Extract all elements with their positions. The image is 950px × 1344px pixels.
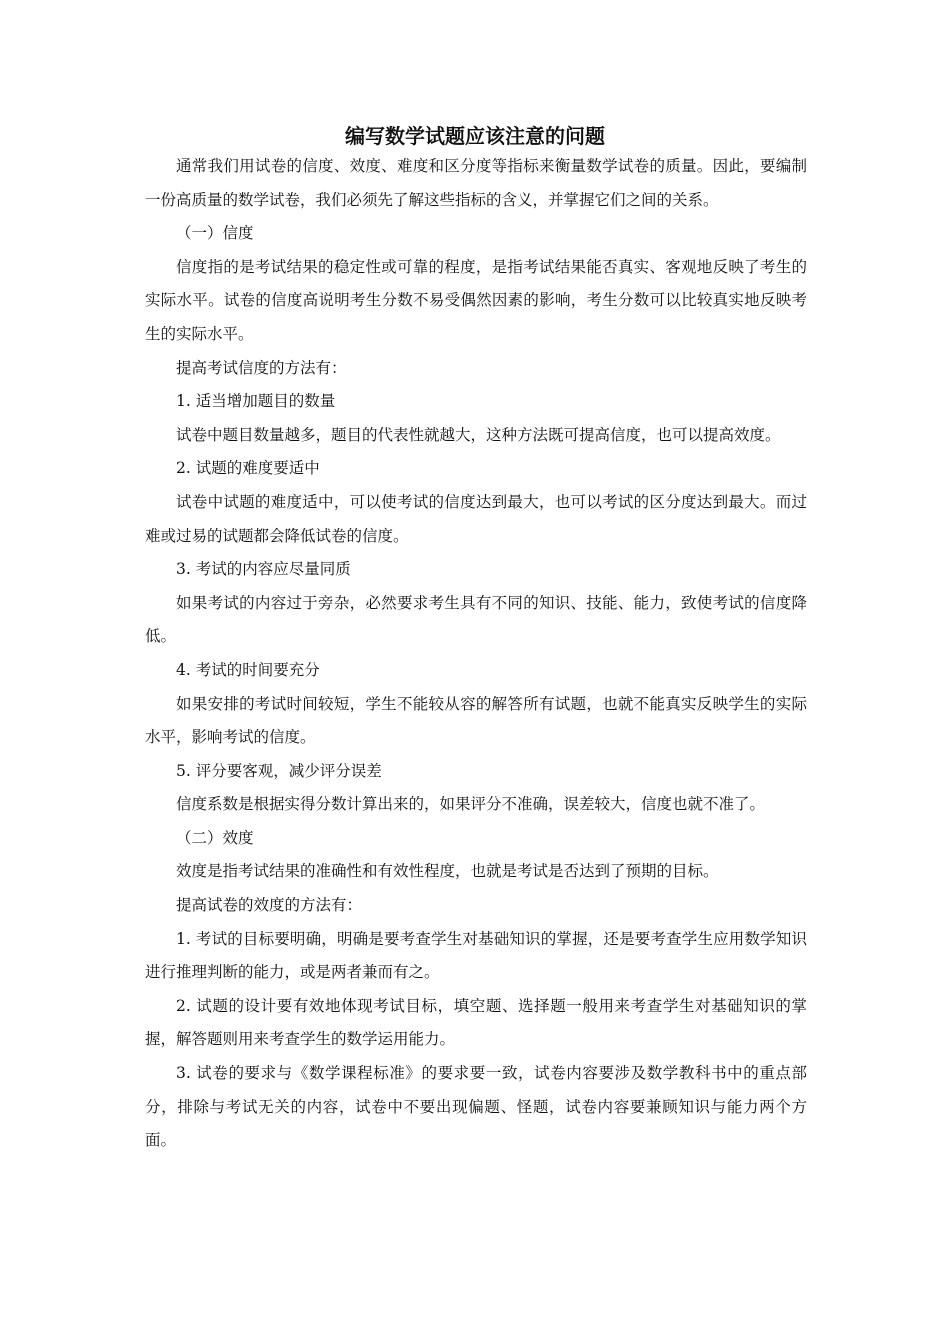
list-heading-4: 4. 考试的时间要充分 (176, 660, 320, 679)
paragraph-method-3: 如果考试的内容过于旁杂，必然要求考生具有不同的知识、技能、能力，致使考试的信度降低。 (145, 593, 807, 646)
list-heading-3: 3. 考试的内容应尽量同质 (176, 560, 351, 579)
list-heading-2: 2. 试题的难度要适中 (176, 459, 320, 478)
paragraph-method-4: 如果安排的考试时间较短，学生不能较从容的解答所有试题，也就不能真实反映学生的实际水平，影响考试的信度。 (145, 694, 807, 747)
paragraph-validity-method-2: 2. 试题的设计要有效地体现考试目标，填空题、选择题一般用来考查学生对基础知识的掌握，解答题则用来考查学生的数学运用能力。 (145, 996, 807, 1049)
section-heading-reliability: （一）信度 (176, 224, 254, 243)
list-heading-5: 5. 评分要客观，减少评分误差 (176, 761, 382, 780)
paragraph-reliability-definition: 信度指的是考试结果的稳定性或可靠的程度，是指考试结果能否真实、客观地反映了考生的实际水平。试卷的信度高说明考生分数不易受偶然因素的影响，考生分数可以比较真实地反映考生的实际水平。 (145, 257, 807, 343)
paragraph-validity-method-3: 3. 试卷的要求与《数学课程标准》的要求要一致，试卷内容要涉及数学教科书中的重点部分，排除与考试无关的内容，试卷中不要出现偏题、怪题，试卷内容要兼顾知识与能力两个方面。 (145, 1064, 807, 1150)
paragraph-reliability-methods-intro: 提高考试信度的方法有： (176, 358, 347, 377)
paragraph-method-2: 试卷中试题的难度适中，可以使考试的信度达到最大，也可以考试的区分度达到最大。而过难或过易的试题都会降低试卷的信度。 (145, 492, 807, 545)
document-body (145, 150, 807, 1158)
paragraph-validity-method-1: 1. 考试的目标要明确，明确是要考查学生对基础知识的掌握，还是要考查学生应用数学知识进行推理判断的能力，或是两者兼而有之。 (145, 929, 807, 982)
document-title: 编写数学试题应该注意的问题 (345, 124, 605, 148)
paragraph-intro: 通常我们用试卷的信度、效度、难度和区分度等指标来衡量数学试卷的质量。因此，要编制一份高质量的数学试卷，我们必须先了解这些指标的含义，并掌握它们之间的关系。 (145, 157, 807, 209)
paragraph-method-1: 试卷中题目数量越多，题目的代表性就越大，这种方法既可提高信度，也可以提高效度。 (176, 425, 781, 444)
list-heading-1: 1. 适当增加题目的数量 (176, 392, 336, 411)
paragraph-method-5: 信度系数是根据实得分数计算出来的，如果评分不准确，误差较大，信度也就不准了。 (176, 795, 766, 814)
paragraph-validity-methods-intro: 提高试卷的效度的方法有： (176, 896, 363, 915)
paragraph-validity-definition: 效度是指考试结果的准确性和有效性程度，也就是考试是否达到了预期的目标。 (176, 862, 719, 881)
section-heading-validity: （二）效度 (176, 828, 254, 847)
